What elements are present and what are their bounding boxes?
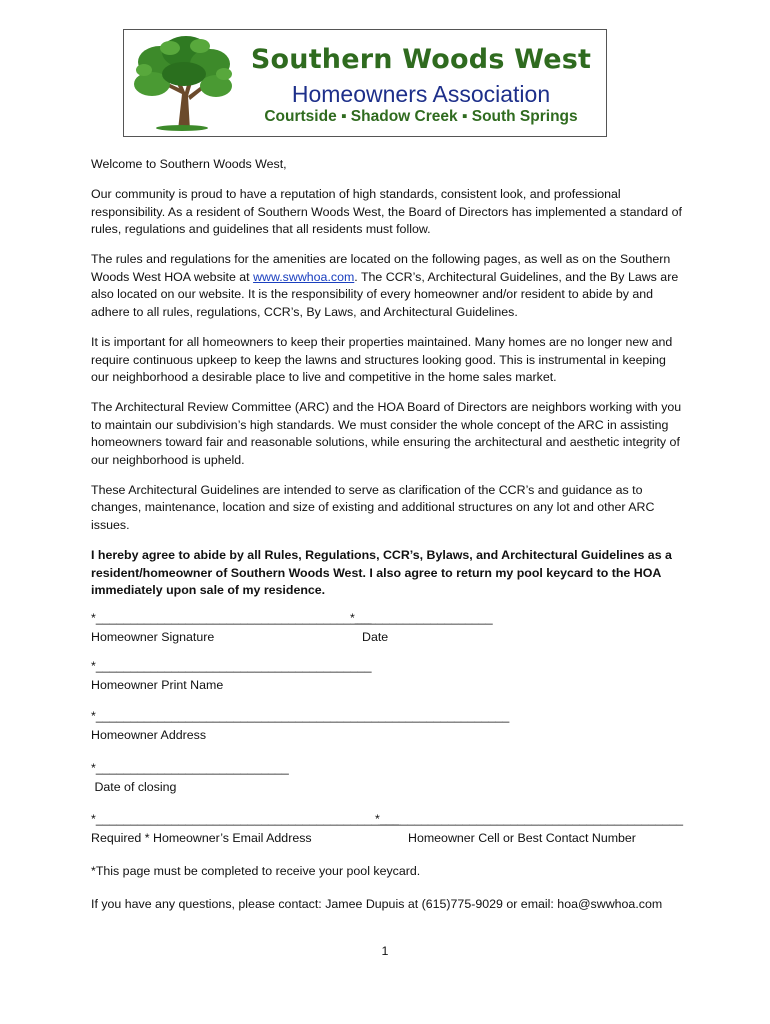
- phone-line[interactable]: *____________________________________________: [375, 812, 684, 826]
- print-name-line[interactable]: *________________________________________: [91, 659, 372, 673]
- keycard-note: *This page must be completed to receive your pool keycard.: [91, 864, 421, 878]
- org-name: Southern Woods West: [250, 44, 592, 75]
- phone-label: Homeowner Cell or Best Contact Number: [408, 831, 636, 845]
- agreement-statement: I hereby agree to abide by all Rules, Regulations, CCR’s, Bylaws, and Architectural Guidelines as a resident/homeowner of Southern Woods West. I also agree to return my pool keycard to the HOA immediately upon sale of my residence.: [91, 548, 672, 598]
- signature-label: Homeowner Signature: [91, 630, 215, 644]
- paragraph-amenities: [91, 251, 683, 321]
- address-line[interactable]: *____________________________________________________________: [91, 709, 510, 723]
- email-label: Required * Homeowner’s Email Address: [91, 831, 312, 845]
- date-line[interactable]: *____________________: [350, 611, 493, 625]
- paragraph-guidelines: These Architectural Guidelines are intended to serve as clarification of the CCR’s and guidance as to changes, maintenance, location and size of existing and additional structures on any lot and other ARC issues.: [91, 482, 655, 533]
- paragraph-reputation: Our community is proud to have a reputation of high standards, consistent look, and professional responsibility. As a resident of Southern Woods West, the Board of Directors has implemented a standard of rules, regulations and guidelines that all residents must follow.: [91, 186, 682, 237]
- date-label: Date: [362, 630, 389, 644]
- print-name-label: Homeowner Print Name: [91, 678, 224, 692]
- closing-date-label: Date of closing: [91, 780, 177, 794]
- email-line[interactable]: *____________________________________________: [91, 812, 400, 826]
- paragraph-amenities-text-b: . The CCR’s, Architectural Guidelines, and the By Laws are also located on our website. It is the responsibility of every homeowner and/or resident to abide by and adhere to all rules, regulations, CCR’s, By Laws, and Architectural Guidelines.: [91, 269, 679, 319]
- closing-date-line[interactable]: *____________________________: [91, 761, 289, 775]
- website-link[interactable]: www.swwhoa.com: [253, 269, 355, 284]
- signature-line[interactable]: *________________________________________: [91, 611, 372, 625]
- letter-body: [91, 156, 683, 612]
- org-subtitle: Homeowners Association: [291, 81, 551, 107]
- oak-tree-icon: [130, 34, 234, 132]
- contact-line: If you have any questions, please contact: Jamee Dupuis at (615)775-9029 or email: hoa@swwhoa.com: [91, 897, 663, 911]
- page-number: 1: [381, 944, 389, 958]
- address-label: Homeowner Address: [91, 728, 207, 742]
- paragraph-arc: The Architectural Review Committee (ARC) and the HOA Board of Directors are neighbors working with you to maintain our subdivision’s high standards. We must consider the whole concept of the ARC in assisting homeowners toward fair and reasonable solutions, while ensuring the architectural and aesthetic integrity of our neighborhood is upheld.: [91, 400, 682, 467]
- org-neighborhoods: Courtside ▪ Shadow Creek ▪ South Springs: [264, 108, 578, 125]
- letterhead-banner: [123, 29, 607, 137]
- paragraph-maintenance: It is important for all homeowners to keep their properties maintained. Many homes are no longer new and require continuous upkeep to keep the lawns and structures looking good. This is instrumental in keeping our neighborhood a desirable place to live and competitive in the home sales market.: [91, 334, 673, 385]
- greeting: Welcome to Southern Woods West,: [91, 157, 287, 171]
- paragraph-amenities-text-a: The rules and regulations for the amenities are located on the following pages, as well as on the Southern Woods West HOA website at: [91, 252, 671, 284]
